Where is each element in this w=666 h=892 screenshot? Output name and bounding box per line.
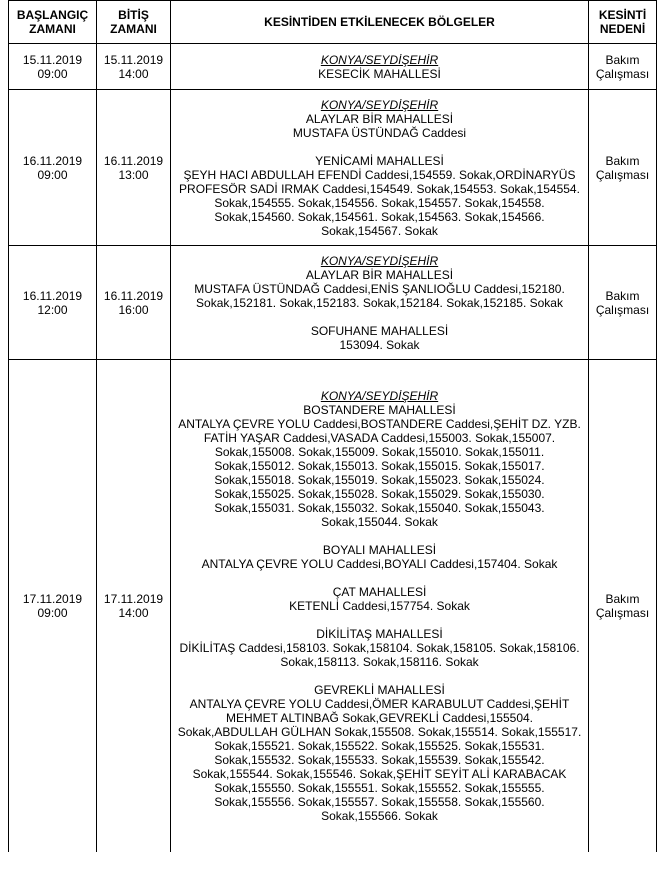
region-line: Sokak,154567. Sokak [321, 223, 438, 238]
start-time: 09:00 [37, 66, 68, 81]
region-line: Sokak,155532. Sokak,155533. Sokak,155539. Sokak,155542. [214, 752, 545, 767]
start-time: 09:00 [37, 605, 68, 620]
region-line: DİKİLİTAŞ Caddesi,158103. Sokak,158104. Sokak,158105. Sokak,158106. [179, 640, 580, 655]
outage-table [8, 0, 657, 852]
region-line: PROFESÖR SADİ IRMAK Caddesi,154549. Sokak,154553. Sokak,154554. [179, 181, 580, 196]
region-line: Sokak,155008. Sokak,155009. Sokak,155010. Sokak,155011. [214, 444, 545, 459]
end-time: 14:00 [118, 66, 149, 81]
region-line: MEHMET ALTINBAĞ Sokak,GEVREKLİ Caddesi,155504. [225, 710, 534, 725]
region-line: ANTALYA ÇEVRE YOLU Caddesi,ÖMER KARABULUT Caddesi,ŞEHİT [189, 696, 570, 711]
start-date: 15.11.2019 [22, 52, 83, 67]
spacer [171, 571, 588, 585]
start-date: 16.11.2019 [22, 288, 83, 303]
region-line: GEVREKLİ MAHALLESİ [314, 682, 445, 697]
city-district: KONYA/SEYDİŞEHİR [320, 52, 439, 67]
end-time-cell [97, 44, 171, 90]
region-line: KETENLİ Caddesi,157754. Sokak [289, 598, 470, 613]
region-line: YENİCAMİ MAHALLESİ [315, 153, 444, 168]
region-line: ALAYLAR BİR MAHALLESİ [305, 111, 454, 126]
header-reason: KESİNTİ NEDENİ [589, 1, 657, 44]
region-line: BOSTANDERE MAHALLESİ [303, 402, 456, 417]
region-line: Sokak,155521. Sokak,155522. Sokak,155525. Sokak,155531. [214, 738, 545, 753]
start-time: 12:00 [37, 302, 68, 317]
region-line: Sokak,158113. Sokak,158116. Sokak [280, 654, 479, 669]
reason-line: Bakım [605, 288, 640, 303]
end-date: 17.11.2019 [103, 591, 164, 606]
table-row [9, 44, 657, 90]
city-district: KONYA/SEYDİŞEHİR [320, 253, 439, 268]
reason-line: Bakım [605, 153, 640, 168]
reason-line: Çalışması [595, 302, 650, 317]
region-line: Sokak,152181. Sokak,152183. Sokak,152184. Sokak,152185. Sokak [196, 295, 563, 310]
region-line: MUSTAFA ÜSTÜNDAĞ Caddesi,ENİS ŞANLIOĞLU Caddesi,152180. [194, 281, 565, 296]
region-line: ALAYLAR BİR MAHALLESİ [305, 267, 454, 282]
region-line: Sokak,155566. Sokak [321, 808, 438, 823]
region-line: 153094. Sokak [339, 337, 420, 352]
reason-cell [589, 44, 657, 90]
region-line: MUSTAFA ÜSTÜNDAĞ Caddesi [292, 125, 467, 140]
reason-cell [589, 90, 657, 246]
table-row [9, 90, 657, 246]
start-time: 09:00 [37, 167, 68, 182]
start-date: 17.11.2019 [22, 591, 83, 606]
region-line: ANTALYA ÇEVRE YOLU Caddesi,BOYALI Caddesi,157404. Sokak [201, 556, 558, 571]
reason-cell [589, 360, 657, 852]
start-time-cell [9, 90, 97, 246]
region-line: ÇAT MAHALLESİ [332, 584, 427, 599]
spacer [171, 310, 588, 324]
region-line: ŞEYH HACI ABDULLAH EFENDİ Caddesi,154559. Sokak,ORDİNARYÜS [183, 167, 576, 182]
region-line: Sokak,155044. Sokak [321, 514, 438, 529]
start-time-cell [9, 360, 97, 852]
header-affected-regions: KESİNTİDEN ETKİLENECEK BÖLGELER [171, 1, 589, 44]
region-line: Sokak,154560. Sokak,154561. Sokak,154563. Sokak,154566. [214, 209, 545, 224]
start-date: 16.11.2019 [22, 153, 83, 168]
end-time-cell [97, 360, 171, 852]
city-district: KONYA/SEYDİŞEHİR [320, 388, 439, 403]
spacer [171, 140, 588, 154]
region-line: DİKİLİTAŞ MAHALLESİ [316, 626, 443, 641]
end-date: 16.11.2019 [103, 153, 164, 168]
reason-line: Çalışması [595, 605, 650, 620]
region-line: Sokak,155544. Sokak,155546. Sokak,ŞEHİT SEYİT ALİ KARABACAK [192, 766, 567, 781]
region-line: BOYALI MAHALLESİ [322, 542, 437, 557]
region-line: Sokak,155556. Sokak,155557. Sokak,155558. Sokak,155560. [214, 794, 545, 809]
header-start-time: BAŞLANGIÇ ZAMANI [9, 1, 97, 44]
end-time: 13:00 [118, 167, 149, 182]
region-line: Sokak,155025. Sokak,155028. Sokak,155029. Sokak,155030. [214, 486, 545, 501]
region-line: Sokak,155550. Sokak,155551. Sokak,155552. Sokak,155555. [214, 780, 545, 795]
region-line: KESECİK MAHALLESİ [318, 66, 441, 81]
end-time: 14:00 [118, 605, 149, 620]
region-line: Sokak,155018. Sokak,155019. Sokak,155023. Sokak,155024. [214, 472, 545, 487]
regions-cell [171, 360, 589, 852]
city-district: KONYA/SEYDİŞEHİR [320, 97, 439, 112]
reason-line: Bakım [605, 591, 640, 606]
end-time-cell [97, 90, 171, 246]
start-time-cell [9, 246, 97, 360]
header-row [9, 1, 657, 44]
region-line: Sokak,154555. Sokak,154556. Sokak,154557. Sokak,154558. [214, 195, 545, 210]
table-row [9, 360, 657, 852]
region-line: SOFUHANE MAHALLESİ [310, 323, 449, 338]
reason-line: Çalışması [595, 167, 650, 182]
header-end-time: BİTİŞ ZAMANI [97, 1, 171, 44]
spacer [171, 669, 588, 683]
table-row [9, 246, 657, 360]
reason-line: Çalışması [595, 66, 650, 81]
regions-cell [171, 246, 589, 360]
regions-cell [171, 44, 589, 90]
end-date: 16.11.2019 [103, 288, 164, 303]
regions-cell [171, 90, 589, 246]
end-time: 16:00 [118, 302, 149, 317]
region-line: FATİH YAŞAR Caddesi,VASADA Caddesi,155003. Sokak,155007. [203, 430, 556, 445]
end-date: 15.11.2019 [103, 52, 164, 67]
region-line: Sokak,ABDULLAH GÜLHAN Sokak,155508. Sokak,155514. Sokak,155517. [177, 724, 582, 739]
spacer [171, 613, 588, 627]
spacer [171, 529, 588, 543]
region-line: Sokak,155012. Sokak,155013. Sokak,155015. Sokak,155017. [214, 458, 545, 473]
reason-line: Bakım [605, 52, 640, 67]
region-line: Sokak,155031. Sokak,155032. Sokak,155040. Sokak,155043. [214, 500, 545, 515]
start-time-cell [9, 44, 97, 90]
reason-cell [589, 246, 657, 360]
region-line: ANTALYA ÇEVRE YOLU Caddesi,BOSTANDERE Caddesi,ŞEHİT DZ. YZB. [178, 416, 581, 431]
end-time-cell [97, 246, 171, 360]
